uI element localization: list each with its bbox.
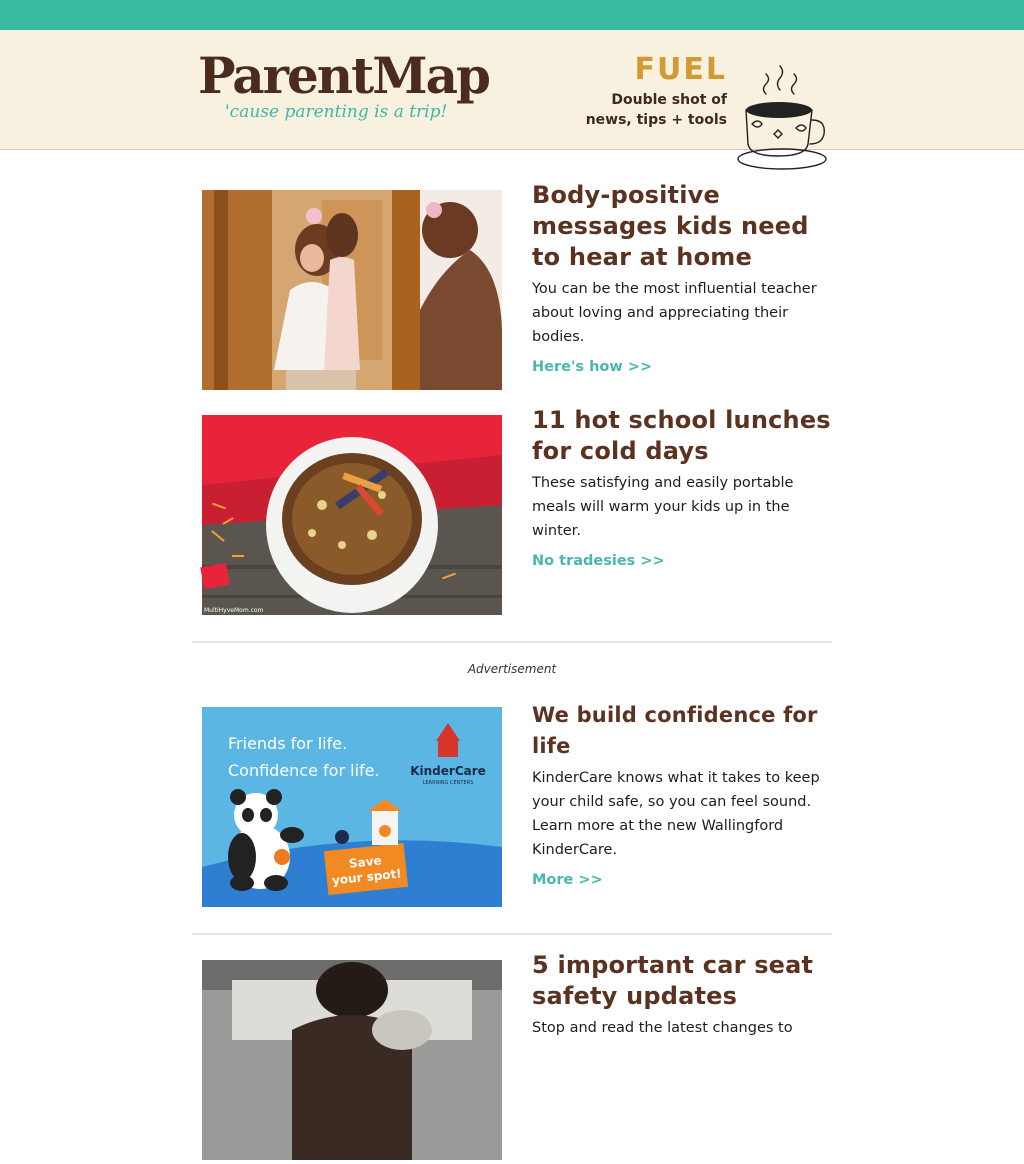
ad-brand-sub: LEARNING CENTERS (422, 780, 474, 786)
ad-description: KinderCare knows what it takes to keep your child safe, so you can feel sound. Learn more at the new Wallingford KinderCare. (532, 770, 820, 858)
newsletter-header (0, 30, 1024, 150)
article-headline[interactable]: 11 hot school lunches for cold days (532, 406, 831, 465)
section-divider (192, 641, 832, 643)
article-image-girls-mirror[interactable] (202, 190, 502, 390)
image-credit: MultiHyveMom.com (204, 607, 264, 614)
more-link[interactable]: More >> (532, 872, 603, 888)
article-description: You can be the most influential teacher about loving and appreciating their bodies. (532, 281, 817, 345)
ad-headline[interactable]: We build confidence for life (532, 703, 818, 758)
ad-banner-image[interactable] (202, 707, 502, 907)
fuel-subtitle-line2: news, tips + tools (585, 112, 727, 128)
article-text (532, 700, 832, 888)
top-accent-bar (0, 0, 1024, 30)
article-headline[interactable]: 5 important car seat safety updates (532, 951, 814, 1010)
article-text (532, 405, 832, 569)
article-headline[interactable]: Body-positive messages kids need to hear at home (532, 181, 809, 271)
article-image-car-seat[interactable] (202, 960, 502, 1160)
fuel-subtitle (527, 90, 727, 130)
advertisement-label: Advertisement (467, 662, 557, 676)
logo-tagline: 'cause parenting is a trip! (225, 102, 448, 122)
article-description: These satisfying and easily portable meals will warm your kids up in the winter. (532, 475, 794, 539)
article-image-soup-bowl[interactable] (202, 415, 502, 615)
article-text (532, 180, 832, 375)
fuel-title: FUEL (634, 52, 727, 87)
heres-how-link[interactable]: Here's how >> (532, 359, 653, 375)
no-tradesies-link[interactable]: No tradesies >> (532, 553, 665, 569)
article-description: Stop and read the latest changes to (532, 1020, 793, 1036)
ad-banner-line1: Friends for life. (228, 734, 348, 753)
parentmap-logo[interactable]: ParentMap (198, 46, 489, 105)
fuel-subtitle-line1: Double shot of (611, 92, 727, 108)
coffee-cup-icon (736, 64, 828, 172)
ad-badge-line2: your spot! (331, 866, 403, 888)
ad-banner-line2: Confidence for life. (228, 761, 380, 780)
section-divider (192, 933, 832, 935)
article-text (532, 950, 832, 1040)
ad-brand: KinderCare (410, 764, 486, 778)
ad-badge-line1: Save (348, 853, 383, 871)
